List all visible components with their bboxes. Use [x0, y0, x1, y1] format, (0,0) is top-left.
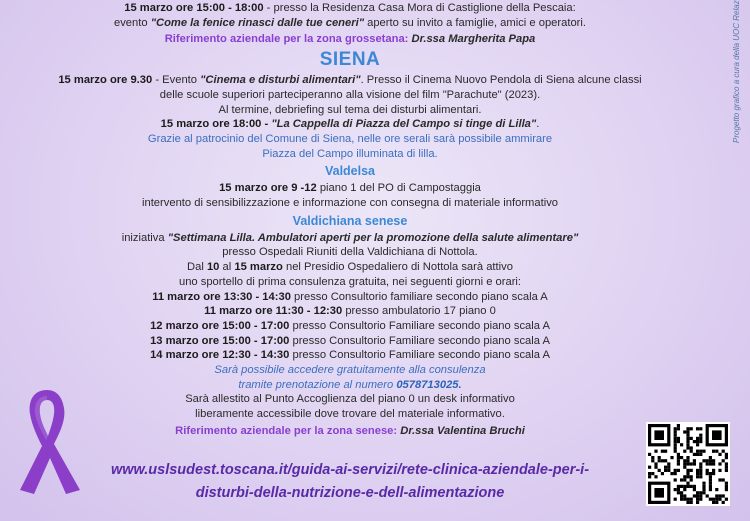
- section-title-siena: SIENA: [319, 49, 381, 71]
- event-title: "La Cappella di Piazza del Campo si tinge di Lilla": [271, 118, 537, 131]
- event-date: 15 marzo ore 9.30: [58, 74, 153, 87]
- event-date: 15 marzo ore 9 -12: [219, 182, 317, 195]
- event-date: 15 marzo ore 18:00 -: [160, 118, 272, 131]
- valdichiana-initiative: [0, 231, 700, 246]
- phone-number: 0578713025.: [396, 378, 462, 391]
- reference-name: Dr.ssa Valentina Bruchi: [400, 424, 525, 437]
- event-text: iniziativa: [121, 231, 168, 244]
- event-date: 15 marzo ore 15:00 - 18:00: [124, 2, 264, 14]
- event-title: "Come la fenice rinasci dalle tue ceneri": [150, 16, 364, 29]
- event-text: tramite prenotazione al numero: [238, 378, 397, 391]
- valdichiana-intro: uno sportello di prima consulenza gratuita, nei seguenti giorni e orari:: [178, 275, 522, 288]
- schedule-row: [0, 319, 700, 334]
- event-text: al: [219, 261, 235, 274]
- website-url-line-2[interactable]: disturbi-della-nutrizione-e-dell-alimentazione: [195, 485, 505, 501]
- event-text: .: [536, 118, 540, 131]
- schedule-place: presso Consultorio Familiare secondo piano scala A: [289, 334, 550, 347]
- schedule-place: presso ambulatorio 17 piano 0: [342, 305, 496, 318]
- schedule-time: 14 marzo ore 12:30 - 14:30: [150, 349, 290, 362]
- free-consult-line-2: [0, 378, 700, 393]
- siena-event-2: [0, 117, 700, 132]
- siena-event-1-line-3: Al termine, debriefing sul tema dei disturbi alimentari.: [218, 103, 482, 116]
- schedule-place: presso Consultorio Familiare secondo piano scala A: [289, 349, 550, 362]
- siena-event-1: [0, 73, 700, 88]
- event-text: Dal: [187, 261, 207, 274]
- event-text: aperto su invito a famiglie, amici e operatori.: [364, 16, 586, 29]
- date-start: 10: [206, 261, 220, 274]
- credits-note: Progetto grafico a cura della UOC Relaz: [732, 0, 741, 143]
- event-text: piano 1 del PO di Campostaggia: [316, 182, 481, 195]
- grosseto-event-line: [0, 1, 700, 16]
- event-text: nel Presidio Ospedaliero di Nottola sarà attivo: [282, 261, 513, 274]
- valdelsa-event-line-2: intervento di sensibilizzazione e informazione con consegna di materiale informativo: [141, 197, 559, 210]
- event-text: - Evento: [152, 74, 201, 87]
- section-title-valdichiana: Valdichiana senese: [292, 213, 408, 228]
- event-text: - presso la Residenza Casa Mora di Castiglione della Pescaia:: [263, 2, 576, 14]
- siena-event-1-line-2: delle scuole superiori parteciperanno alla visione del film "Parachute" (2023).: [159, 88, 541, 101]
- siena-event-2-line-2: Grazie al patrocinio del Comune di Siena, nelle ore serali sarà possibile ammirare: [147, 132, 553, 145]
- schedule-time: 11 marzo ore 13:30 - 14:30: [152, 290, 291, 303]
- schedule-row: [0, 290, 700, 305]
- event-title: "Settimana Lilla. Ambulatori aperti per la promozione della salute alimentare": [167, 231, 579, 244]
- schedule-row: [0, 304, 700, 319]
- schedule-place: presso Consultorio familiare secondo piano scala A: [290, 290, 548, 303]
- lilac-ribbon-icon: [12, 386, 82, 496]
- reference-name: Dr.ssa Margherita Papa: [411, 33, 536, 46]
- schedule-place: presso Consultorio Familiare secondo piano scala A: [289, 319, 550, 332]
- reference-label: Riferimento aziendale per la zona grossetana:: [164, 33, 412, 46]
- desk-line-1: Sarà allestito al Punto Accoglienza del piano 0 un desk informativo: [185, 393, 515, 406]
- siena-reference: [0, 424, 700, 439]
- website-url-line-1[interactable]: www.uslsudest.toscana.it/guida-ai-servizi/rete-clinica-aziendale-per-i-: [110, 462, 590, 478]
- event-text: evento: [113, 16, 151, 29]
- qr-code-icon[interactable]: [646, 422, 730, 506]
- grosseto-reference: [0, 32, 700, 47]
- free-consult-line-1: Sarà possibile accedere gratuitamente alla consulenza: [214, 364, 486, 377]
- valdelsa-event: [0, 181, 700, 196]
- schedule-row: [0, 334, 700, 349]
- valdichiana-dates: [0, 260, 700, 275]
- grosseto-event-line-2: [0, 16, 700, 31]
- desk-line-2: liberamente accessibile dove trovare del materiale informativo.: [195, 408, 505, 421]
- event-title: "Cinema e disturbi alimentari": [200, 74, 361, 87]
- schedule-time: 13 marzo ore 15:00 - 17:00: [150, 334, 290, 347]
- schedule-time: 11 marzo ore 11:30 - 12:30: [204, 305, 343, 318]
- section-title-valdelsa: Valdelsa: [324, 164, 376, 179]
- schedule-row: [0, 348, 700, 363]
- date-end: 15 marzo: [234, 261, 283, 274]
- reference-label: Riferimento aziendale per la zona senese:: [175, 424, 401, 437]
- valdichiana-location: presso Ospedali Riuniti della Valdichiana di Nottola.: [222, 246, 478, 259]
- event-text: . Presso il Cinema Nuovo Pendola di Siena alcune classi: [360, 74, 642, 87]
- siena-event-2-line-3: Piazza del Campo illuminata di lilla.: [262, 147, 438, 160]
- schedule-time: 12 marzo ore 15:00 - 17:00: [150, 319, 290, 332]
